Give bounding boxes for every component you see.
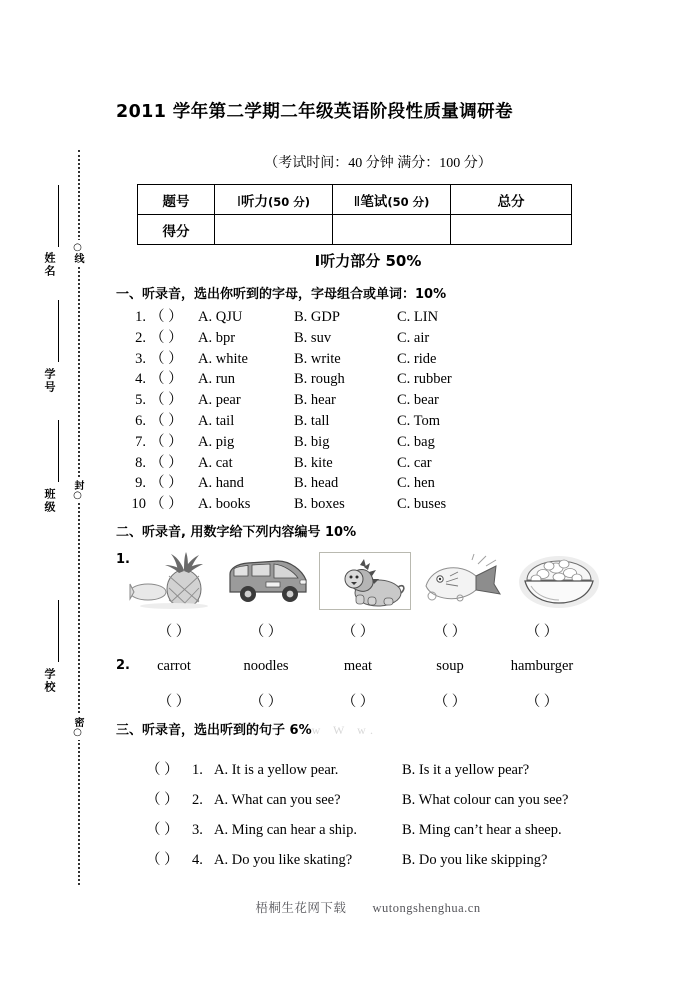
- option-a[interactable]: A. pear: [198, 392, 241, 409]
- option-a[interactable]: A. run: [198, 371, 236, 388]
- answer-blank[interactable]: （ ）: [150, 309, 183, 325]
- answer-blank[interactable]: （ ）: [341, 694, 375, 710]
- answer-blank[interactable]: （ ）: [157, 694, 191, 710]
- table-header-cell: [333, 185, 451, 215]
- seal-rule: [58, 185, 59, 247]
- option-c[interactable]: C. bag: [397, 433, 435, 450]
- page-footer: [108, 898, 628, 916]
- header-points: (50 分): [387, 194, 430, 209]
- answer-blank[interactable]: （ ）: [433, 694, 467, 710]
- word-item: meat: [343, 658, 373, 674]
- item-number: 2.: [192, 792, 203, 808]
- exam-paper: [108, 0, 668, 982]
- item-number: 10: [131, 496, 146, 513]
- word-item: carrot: [157, 658, 191, 674]
- picture-answer-blanks: [128, 620, 673, 641]
- item-number: 6.: [135, 412, 146, 429]
- seal-rule: [58, 600, 59, 662]
- option-a[interactable]: A. Do you like skating?: [214, 852, 353, 868]
- sentence-choice-list: [108, 758, 653, 878]
- row-label-score: 得分: [138, 215, 215, 245]
- item-number: 3.: [135, 350, 146, 367]
- lion-image: [319, 552, 411, 610]
- option-b[interactable]: B. Is it a yellow pear?: [402, 762, 530, 778]
- list-item: [108, 788, 653, 818]
- header-label: 听力: [240, 193, 268, 210]
- option-b[interactable]: B. GDP: [294, 309, 340, 325]
- page-watermark: w W w.: [311, 723, 379, 737]
- list-item: [108, 326, 648, 347]
- answer-blank[interactable]: （ ）: [249, 624, 283, 640]
- score-entry-written[interactable]: [333, 215, 451, 245]
- picture-row-index: 1.: [116, 552, 130, 567]
- option-b[interactable]: B. big: [294, 433, 330, 450]
- footer-site-cn: 梧桐生花网下载: [255, 901, 347, 915]
- seal-margin: [0, 0, 100, 982]
- option-b[interactable]: B. tall: [294, 412, 330, 429]
- option-a[interactable]: A. books: [198, 496, 251, 513]
- seal-word-mi: 密○: [72, 717, 83, 738]
- option-b[interactable]: B. boxes: [294, 496, 345, 513]
- word-item: noodles: [243, 658, 289, 674]
- list-item: [108, 492, 648, 513]
- item-number: 8.: [135, 454, 146, 471]
- list-item: [108, 818, 653, 848]
- list-item: [108, 848, 653, 878]
- option-b[interactable]: B. hear: [294, 392, 336, 409]
- picture-row: [108, 552, 653, 612]
- rice-bowl-image: [513, 552, 605, 610]
- answer-blank[interactable]: （ ）: [525, 624, 559, 640]
- answer-blank[interactable]: （ ）: [150, 329, 183, 346]
- item-number: 2.: [135, 329, 146, 346]
- pineapple-image: [128, 552, 220, 610]
- answer-blank[interactable]: （ ）: [341, 624, 375, 640]
- option-a[interactable]: A. cat: [198, 454, 233, 471]
- option-b[interactable]: B. rough: [294, 371, 345, 388]
- seal-label-name: 姓名: [43, 252, 56, 278]
- header-points: (50 分): [267, 194, 310, 209]
- item-number: 3.: [192, 822, 203, 838]
- item-number: 5.: [135, 392, 146, 409]
- section-two-heading: 二、听录音, 用数字给下列内容编号 10%: [116, 525, 357, 540]
- list-item: [108, 758, 653, 788]
- answer-blank[interactable]: （ ）: [146, 792, 179, 808]
- list-item: [108, 409, 648, 430]
- seal-label-id: 学号: [43, 368, 56, 394]
- exam-meta: （考试时间：40 分钟 满分：100 分）: [264, 156, 492, 171]
- option-c[interactable]: C. LIN: [397, 309, 439, 325]
- section-three-heading: [116, 719, 378, 738]
- option-a[interactable]: A. It is a yellow pear.: [214, 762, 339, 778]
- list-item: [108, 367, 648, 388]
- option-c[interactable]: C. bear: [397, 392, 439, 409]
- seal-rule: [58, 300, 59, 362]
- option-a[interactable]: A. tail: [198, 412, 235, 429]
- seal-label-school: 学校: [43, 668, 56, 694]
- option-c[interactable]: C. ride: [397, 350, 437, 367]
- answer-blank[interactable]: （ ）: [150, 496, 183, 513]
- seal-label-class: 班级: [43, 488, 56, 514]
- option-b[interactable]: B. Do you like skipping?: [402, 852, 548, 868]
- option-a[interactable]: A. white: [198, 350, 248, 367]
- word-item: hamburger: [510, 658, 574, 674]
- option-b[interactable]: B. kite: [294, 454, 333, 471]
- table-header-cell: 总分: [451, 185, 572, 215]
- answer-blank[interactable]: （ ）: [150, 454, 183, 471]
- option-c[interactable]: C. hen: [397, 475, 435, 492]
- answer-blank[interactable]: （ ）: [150, 350, 183, 367]
- roman-numeral-1: Ⅰ: [236, 193, 241, 209]
- seal-word-xian: ○线: [72, 242, 83, 263]
- roman-numeral-2: Ⅱ: [353, 193, 361, 209]
- answer-blank[interactable]: （ ）: [157, 624, 191, 640]
- item-number: 7.: [135, 433, 146, 450]
- option-a[interactable]: A. QJU: [198, 309, 243, 325]
- option-c[interactable]: C. buses: [397, 496, 447, 513]
- list-item: [108, 471, 648, 492]
- option-b[interactable]: B. Ming can’t hear a sheep.: [402, 822, 562, 838]
- listening-choice-list: [108, 305, 648, 513]
- footer-site-url: wutongshenghua.cn: [372, 901, 481, 915]
- answer-blank[interactable]: （ ）: [150, 475, 183, 492]
- item-number: 4.: [192, 852, 203, 868]
- answer-blank[interactable]: （ ）: [146, 822, 179, 838]
- list-item: [108, 347, 648, 368]
- answer-blank[interactable]: （ ）: [146, 852, 179, 868]
- seal-word-feng: 封○: [72, 480, 83, 501]
- option-c[interactable]: C. air: [397, 329, 430, 346]
- list-item: [108, 305, 648, 326]
- fish-image: [416, 552, 508, 610]
- van-image: [222, 552, 314, 610]
- section-three-label: 三、听录音，选出听到的句子 6%: [116, 723, 312, 738]
- item-number: 9.: [135, 475, 146, 492]
- item-number: 1.: [135, 309, 146, 325]
- score-entry-listening[interactable]: [215, 215, 333, 245]
- list-item: [108, 388, 648, 409]
- option-c[interactable]: C. rubber: [397, 371, 452, 388]
- option-a[interactable]: A. Ming can hear a ship.: [214, 822, 357, 838]
- word-row-index: 2.: [116, 658, 130, 673]
- answer-blank[interactable]: （ ）: [150, 392, 183, 409]
- header-label: 笔试: [360, 193, 388, 210]
- part-heading-listening: Ⅰ听力部分 50%: [314, 252, 422, 270]
- table-header-cell: [215, 185, 333, 215]
- item-number: 1.: [192, 762, 203, 778]
- score-table: [137, 184, 572, 245]
- option-b[interactable]: B. write: [294, 350, 341, 367]
- score-entry-total[interactable]: [451, 215, 572, 245]
- option-b[interactable]: B. What colour can you see?: [402, 792, 569, 808]
- word-item: soup: [436, 658, 464, 674]
- option-c[interactable]: C. car: [397, 454, 432, 471]
- answer-blank[interactable]: （ ）: [150, 371, 183, 388]
- answer-blank[interactable]: （ ）: [249, 694, 283, 710]
- list-item: [108, 451, 648, 472]
- table-header-cell: 题号: [138, 185, 215, 215]
- item-number: 4.: [135, 371, 146, 388]
- option-a[interactable]: A. What can you see?: [214, 792, 341, 808]
- list-item: [108, 430, 648, 451]
- answer-blank[interactable]: （ ）: [525, 694, 559, 710]
- option-b[interactable]: B. head: [294, 475, 339, 492]
- answer-blank[interactable]: （ ）: [150, 412, 183, 429]
- answer-blank[interactable]: （ ）: [146, 762, 179, 778]
- answer-blank[interactable]: （ ）: [433, 624, 467, 640]
- option-a[interactable]: A. bpr: [198, 329, 236, 346]
- table-header-row: [138, 185, 572, 215]
- page-title: 2011 学年第二学期二年级英语阶段性质量调研卷: [116, 102, 513, 122]
- word-answer-blanks: [128, 690, 673, 711]
- option-c[interactable]: C. Tom: [397, 412, 441, 429]
- option-b[interactable]: B. suv: [294, 329, 332, 346]
- seal-rule: [58, 420, 59, 482]
- table-row: [138, 215, 572, 245]
- option-a[interactable]: A. pig: [198, 433, 235, 450]
- option-a[interactable]: A. hand: [198, 475, 244, 492]
- answer-blank[interactable]: （ ）: [150, 433, 183, 450]
- section-one-heading: 一、听录音，选出你听到的字母，字母组合或单词：10%: [116, 287, 447, 302]
